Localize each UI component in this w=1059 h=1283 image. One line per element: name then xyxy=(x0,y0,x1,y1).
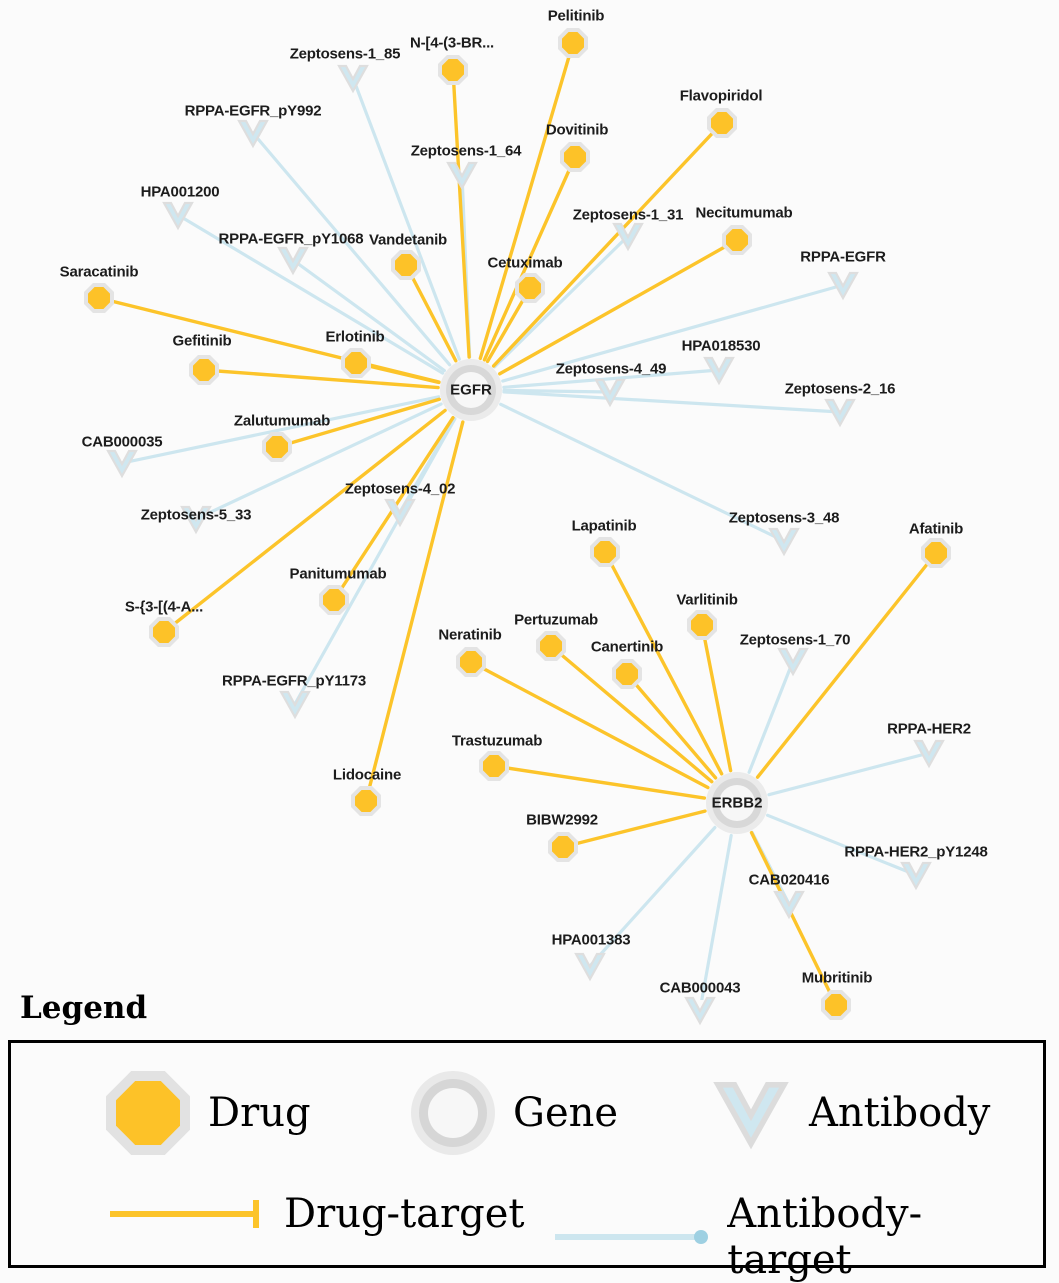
antibody-node-label: Zeptosens-4_49 xyxy=(555,360,667,378)
drug-node[interactable] xyxy=(612,659,642,689)
antibody-node[interactable] xyxy=(826,268,860,302)
drug-node-label: Dovitinib xyxy=(545,121,609,139)
antibody-node[interactable] xyxy=(683,993,717,1027)
drug-node[interactable] xyxy=(560,142,590,172)
antibody-chevron-icon xyxy=(336,61,370,95)
drug-node[interactable] xyxy=(351,786,381,816)
antibody-chevron-icon xyxy=(105,446,139,480)
drug-node[interactable] xyxy=(341,348,371,378)
antibody-node-label: RPPA-EGFR_pY1173 xyxy=(221,672,367,690)
antibody-node-label: HPA018530 xyxy=(681,337,761,355)
antibody-node[interactable] xyxy=(772,887,806,921)
antibody-node[interactable] xyxy=(276,243,310,277)
antibody-target-edge xyxy=(503,285,843,381)
antibody-node[interactable] xyxy=(573,949,607,983)
drug-node-label: Flavopiridol xyxy=(679,87,763,105)
legend-drug-target-label: Drug-target xyxy=(284,1191,525,1237)
drug-node[interactable] xyxy=(479,751,509,781)
antibody-node[interactable] xyxy=(776,644,810,678)
antibody-chevron-icon xyxy=(611,219,645,253)
antibody-node[interactable] xyxy=(611,219,645,253)
drug-node-label: Afatinib xyxy=(908,520,964,538)
drug-node-label: Panitumumab xyxy=(289,565,387,583)
antibody-node-label: Zeptosens-2_16 xyxy=(784,380,896,398)
legend-gene-label: Gene xyxy=(513,1090,619,1136)
antibody-node[interactable] xyxy=(161,198,195,232)
drug-node[interactable] xyxy=(438,55,468,85)
antibody-node-label: RPPA-HER2_pY1248 xyxy=(844,843,988,861)
antibody-node-label: Zeptosens-3_48 xyxy=(728,509,840,527)
antibody-node-label: Zeptosens-1_70 xyxy=(739,631,851,649)
antibody-node-label: RPPA-HER2 xyxy=(887,720,971,738)
legend-drug-target-item xyxy=(106,1191,524,1237)
drug-node-label: BIBW2992 xyxy=(526,811,598,829)
drug-node-label: Cetuximab xyxy=(487,254,563,272)
drug-node[interactable] xyxy=(687,610,717,640)
antibody-node[interactable] xyxy=(899,858,933,892)
drug-node-label: Saracatinib xyxy=(59,263,139,281)
antibody-node-label: Zeptosens-4_02 xyxy=(344,480,456,498)
drug-node[interactable] xyxy=(189,355,219,385)
antibody-chevron-icon xyxy=(383,495,417,529)
drug-target-edge xyxy=(480,43,573,358)
antibody-chevron-icon xyxy=(276,243,310,277)
drug-node[interactable] xyxy=(558,28,588,58)
antibody-node[interactable] xyxy=(336,61,370,95)
antibody-chevron-icon xyxy=(711,1073,791,1153)
antibody-node[interactable] xyxy=(767,524,801,558)
gene-node-label: EGFR xyxy=(450,381,492,399)
antibody-target-edge-icon xyxy=(551,1219,709,1255)
antibody-node-label: CAB020416 xyxy=(748,871,830,889)
antibody-node[interactable] xyxy=(702,353,736,387)
drug-target-edge xyxy=(627,674,716,778)
drug-node[interactable] xyxy=(149,617,179,647)
antibody-chevron-icon xyxy=(593,375,627,409)
legend-antibody-item xyxy=(711,1073,990,1153)
antibody-chevron-icon xyxy=(823,395,857,429)
antibody-chevron-icon xyxy=(445,158,479,192)
drug-node-label: Trastuzumab xyxy=(451,732,543,750)
antibody-chevron-icon xyxy=(912,736,946,770)
antibody-node[interactable] xyxy=(278,687,312,721)
antibody-node-label: RPPA-EGFR_pY992 xyxy=(184,102,322,120)
antibody-target-edge xyxy=(700,835,731,1000)
drug-node-label: Pelitinib xyxy=(547,7,605,25)
drug-node[interactable] xyxy=(536,631,566,661)
antibody-node[interactable] xyxy=(912,736,946,770)
drug-node[interactable] xyxy=(707,108,737,138)
antibody-node-label: HPA001200 xyxy=(140,183,220,201)
antibody-node-label: HPA001383 xyxy=(551,931,631,949)
legend-antibody-target-label: Antibody-target xyxy=(727,1191,923,1283)
legend-antibody-label: Antibody xyxy=(809,1090,991,1136)
drug-target-edge xyxy=(453,70,469,357)
legend-shapes-row xyxy=(11,1043,1043,1183)
drug-node-label: Varlitinib xyxy=(676,591,738,609)
drug-node-label: Lidocaine xyxy=(332,766,402,784)
legend-title: Legend xyxy=(20,990,148,1026)
drug-node[interactable] xyxy=(548,832,578,862)
drug-node[interactable] xyxy=(84,283,114,313)
antibody-target-edge xyxy=(769,753,929,795)
drug-node-label: N-[4-(3-BR... xyxy=(409,34,495,52)
antibody-node[interactable] xyxy=(105,446,139,480)
antibody-chevron-icon xyxy=(767,524,801,558)
antibody-node[interactable] xyxy=(445,158,479,192)
drug-node[interactable] xyxy=(921,538,951,568)
drug-node[interactable] xyxy=(821,990,851,1020)
antibody-node[interactable] xyxy=(593,375,627,409)
antibody-node[interactable] xyxy=(383,495,417,529)
drug-node[interactable] xyxy=(391,250,421,280)
antibody-node-label: RPPA-EGFR_pY1068 xyxy=(218,230,364,248)
legend-gene-item xyxy=(411,1071,618,1155)
legend-drug-label: Drug xyxy=(208,1090,311,1136)
drug-node-label: Neratinib xyxy=(438,626,502,644)
drug-target-edge-icon xyxy=(106,1196,266,1232)
gene-node-label: ERBB2 xyxy=(711,794,763,812)
drug-node[interactable] xyxy=(319,585,349,615)
drug-node-label: Mubritinib xyxy=(801,969,873,987)
antibody-chevron-icon xyxy=(776,644,810,678)
legend-edges-row xyxy=(11,1185,1043,1283)
antibody-node[interactable] xyxy=(236,116,270,150)
drug-node-label: Vandetanib xyxy=(368,231,448,249)
legend-antibody-target-item xyxy=(551,1191,1043,1283)
drug-node-label: Gefitinib xyxy=(172,332,232,350)
drug-node-label: Erlotinib xyxy=(325,328,385,346)
antibody-node-label: CAB000035 xyxy=(81,433,163,451)
antibody-node-label: Zeptosens-5_33 xyxy=(140,506,252,524)
antibody-chevron-icon xyxy=(702,353,736,387)
antibody-chevron-icon xyxy=(899,858,933,892)
drug-node-label: S-{3-[(4-A... xyxy=(124,598,204,616)
drug-node-label: Necitumumab xyxy=(695,204,793,222)
antibody-chevron-icon xyxy=(573,949,607,983)
antibody-chevron-icon xyxy=(826,268,860,302)
drug-node[interactable] xyxy=(456,647,486,677)
antibody-chevron-icon xyxy=(278,687,312,721)
antibody-chevron-icon xyxy=(236,116,270,150)
antibody-chevron-icon xyxy=(683,993,717,1027)
antibody-chevron-icon xyxy=(772,887,806,921)
drug-node[interactable] xyxy=(262,432,292,462)
antibody-node-label: CAB000043 xyxy=(659,979,741,997)
drug-octagon-icon xyxy=(106,1071,190,1155)
legend-drug-item xyxy=(106,1071,311,1155)
drug-node-label: Pertuzumab xyxy=(514,611,598,629)
gene-ring-icon xyxy=(411,1071,495,1155)
drug-node-label: Zalutumumab xyxy=(233,412,331,430)
antibody-node-label: Zeptosens-1_85 xyxy=(289,45,401,63)
drug-node-label: Canertinib xyxy=(590,638,664,656)
antibody-chevron-icon xyxy=(161,198,195,232)
antibody-node-label: RPPA-EGFR xyxy=(800,248,886,266)
antibody-node-label: Zeptosens-1_64 xyxy=(410,142,522,160)
drug-node[interactable] xyxy=(722,225,752,255)
drug-node-label: Lapatinib xyxy=(571,517,637,535)
antibody-node[interactable] xyxy=(823,395,857,429)
drug-node[interactable] xyxy=(590,537,620,567)
drug-target-edge xyxy=(702,625,731,771)
drug-node[interactable] xyxy=(515,273,545,303)
antibody-node-label: Zeptosens-1_31 xyxy=(572,206,684,224)
legend-box xyxy=(8,1040,1046,1283)
